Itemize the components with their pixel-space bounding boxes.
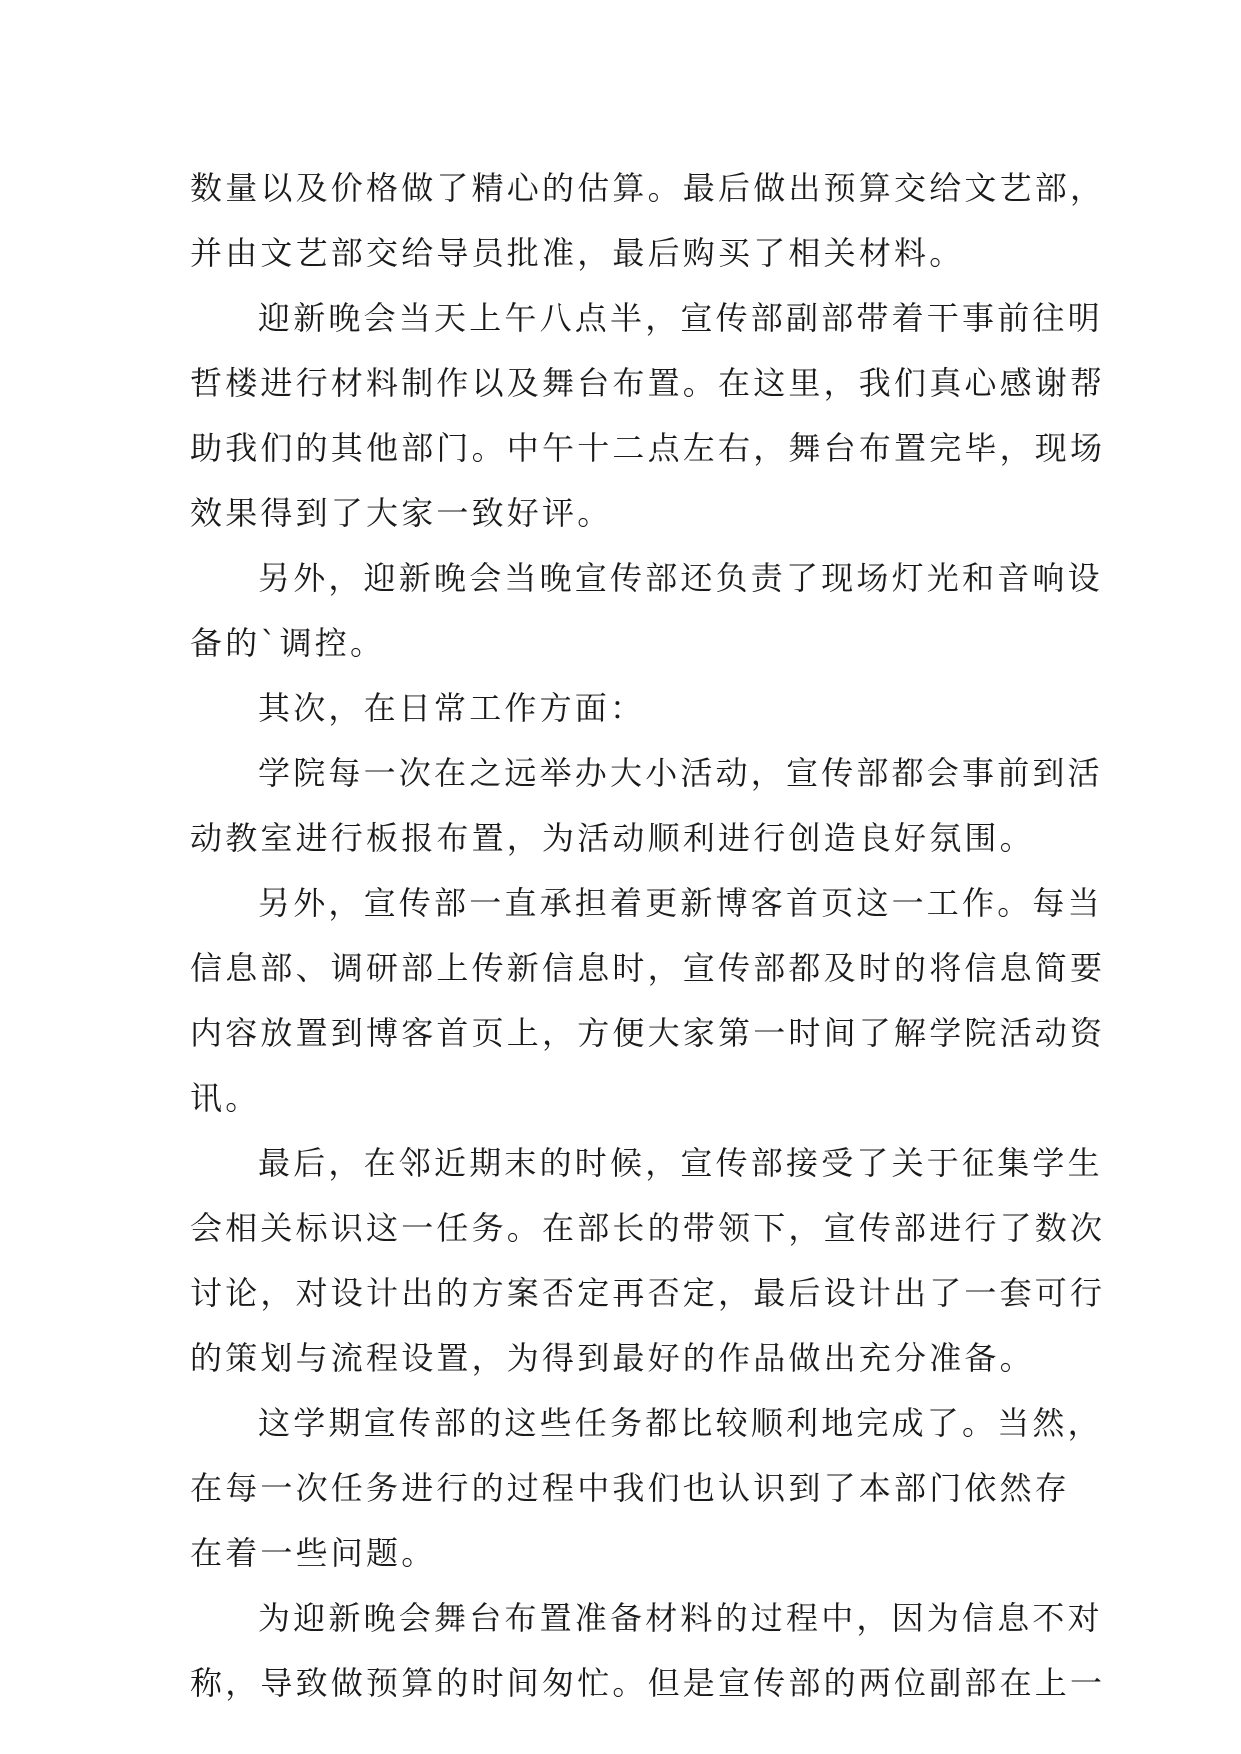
paragraph-start-line: 学院每一次在之远举办大小活动，宣传部都会事前到活: [258, 754, 1103, 792]
paragraph-start-line: 其次，在日常工作方面：: [258, 689, 646, 727]
text-line: 在每一次任务进行的过程中我们也认识到了本部门依然存: [190, 1469, 1071, 1507]
paragraph-start-line: 这学期宣传部的这些任务都比较顺利地完成了。当然，: [258, 1404, 1103, 1442]
text-line: 的策划与流程设置，为得到最好的作品做出充分准备。: [190, 1339, 1035, 1377]
paragraph-start-line: 另外，迎新晚会当晚宣传部还负责了现场灯光和音响设: [258, 559, 1103, 597]
text-line: 讨论，对设计出的方案否定再否定，最后设计出了一套可行: [190, 1274, 1106, 1312]
paragraph-start-line: 最后，在邻近期末的时候，宣传部接受了关于征集学生: [258, 1144, 1103, 1182]
text-line: 称，导致做预算的时间匆忙。但是宣传部的两位副部在上一: [190, 1664, 1106, 1702]
text-line: 助我们的其他部门。中午十二点左右，舞台布置完毕，现场: [190, 429, 1106, 467]
text-line: 在着一些问题。: [190, 1534, 437, 1572]
paragraph-start-line: 迎新晚会当天上午八点半，宣传部副部带着干事前往明: [258, 299, 1103, 337]
text-line: 数量以及价格做了精心的估算。最后做出预算交给文艺部，: [190, 169, 1106, 207]
paragraph-start-line: 为迎新晚会舞台布置准备材料的过程中，因为信息不对: [258, 1599, 1103, 1637]
text-line: 备的`调控。: [190, 624, 386, 662]
text-line: 会相关标识这一任务。在部长的带领下，宣传部进行了数次: [190, 1209, 1106, 1247]
text-line: 并由文艺部交给导员批准，最后购买了相关材料。: [190, 234, 965, 272]
text-line: 动教室进行板报布置，为活动顺利进行创造良好氛围。: [190, 819, 1035, 857]
text-line: 内容放置到博客首页上，方便大家第一时间了解学院活动资: [190, 1014, 1106, 1052]
text-line: 信息部、调研部上传新信息时，宣传部都及时的将信息简要: [190, 949, 1106, 987]
paragraph-start-line: 另外，宣传部一直承担着更新博客首页这一工作。每当: [258, 884, 1103, 922]
text-line: 效果得到了大家一致好评。: [190, 494, 613, 532]
document-body: [190, 156, 1106, 1716]
text-line: 哲楼进行材料制作以及舞台布置。在这里，我们真心感谢帮: [190, 364, 1106, 402]
text-line: 讯。: [190, 1079, 261, 1117]
